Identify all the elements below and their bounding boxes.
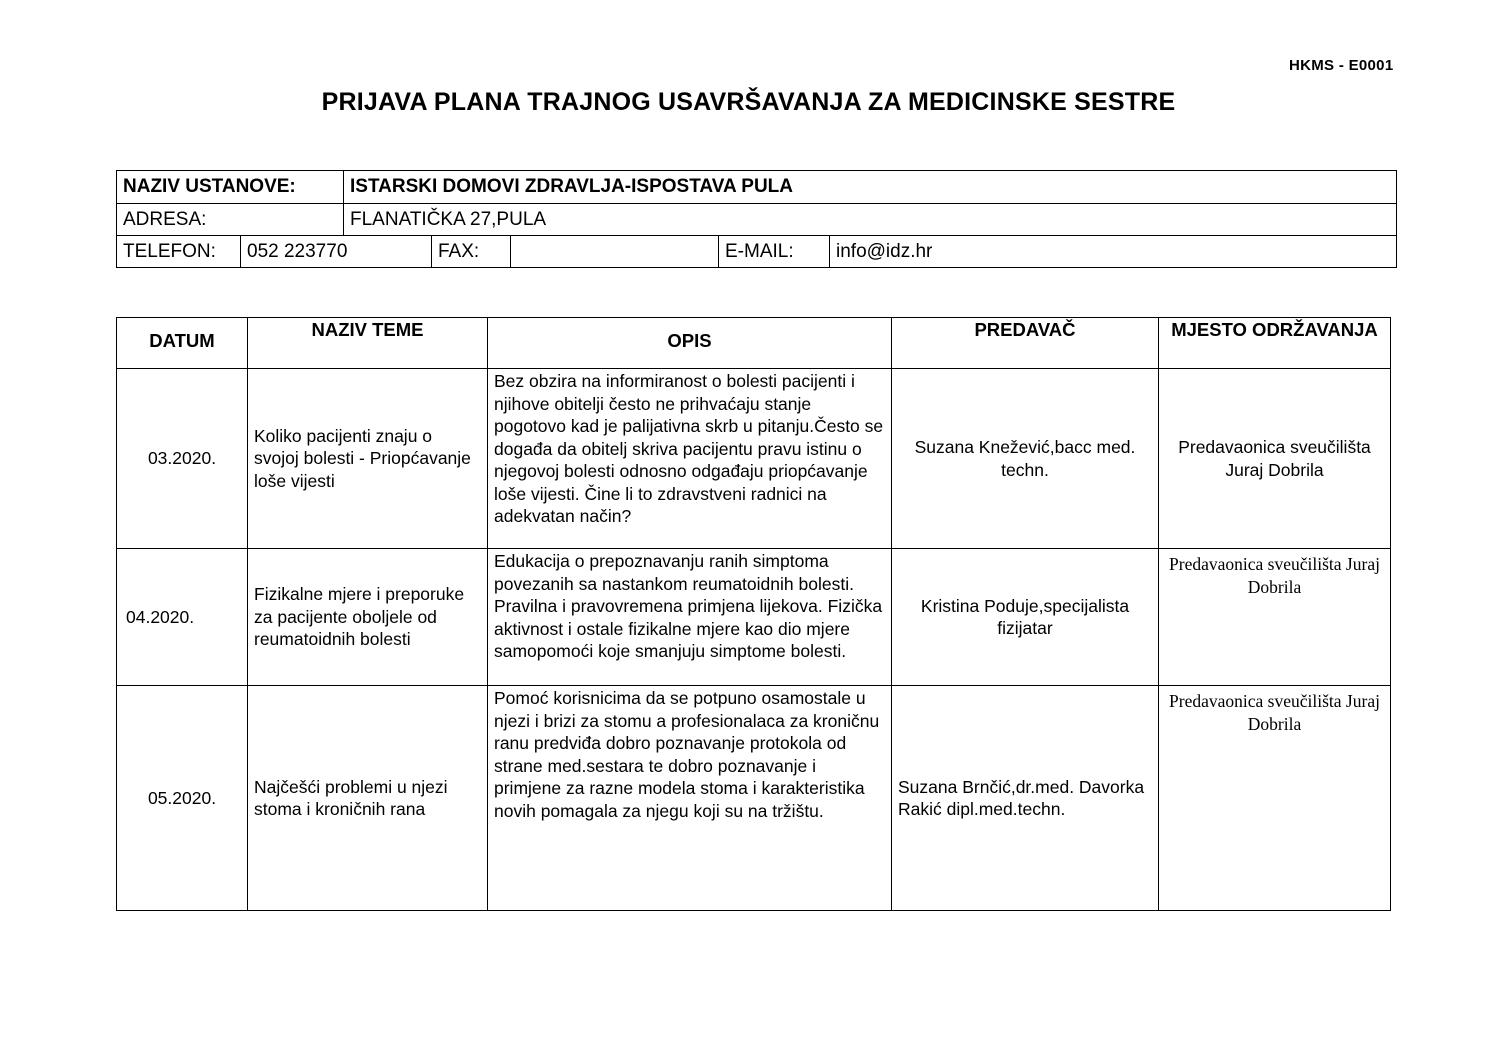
email-label: E-MAIL:: [718, 236, 829, 267]
table-header-row: [117, 318, 1391, 369]
institution-name-label: NAZIV USTANOVE:: [123, 176, 296, 197]
row-lecturer: Suzana Knežević,bacc med. techn.: [892, 369, 1159, 549]
row-venue: Predavaonica sveučilišta Juraj Dobrila: [1159, 686, 1391, 911]
table-row: [117, 369, 1391, 549]
institution-contact-row: [117, 235, 1396, 267]
phone-value: 052 223770: [240, 236, 431, 267]
row-date: 05.2020.: [117, 686, 248, 911]
institution-name-value: ISTARSKI DOMOVI ZDRAVLJA-ISPOSTAVA PULA: [343, 171, 1396, 203]
row-venue: Predavaonica sveučilišta Juraj Dobrila: [1159, 369, 1391, 549]
row-venue: Predavaonica sveučilišta Juraj Dobrila: [1159, 549, 1391, 686]
document-code: HKMS - E0001: [1289, 57, 1394, 74]
institution-table: [116, 170, 1397, 268]
row-description: Bez obzira na informiranost o bolesti pacijenti i njihove obitelji često ne prihvaćaju stanje pogotovo kad je palijativna skrb u pitanju.Često se događa da obitelj skriva pacijentu pravu istinu o njegovoj bolesti odnosno odgađaju priopćavanje loše vijesti. Čine li to zdravstveni radnici na adekvatan način?: [488, 369, 892, 549]
row-topic: Fizikalne mjere i preporuke za pacijente oboljele od reumatoidnih bolesti: [248, 549, 488, 686]
address-value: FLANATIČKA 27,PULA: [343, 204, 1396, 235]
column-header-description: OPIS: [488, 318, 892, 369]
email-value: info@idz.hr: [829, 236, 1396, 267]
phone-label: TELEFON:: [123, 240, 216, 262]
row-description: Pomoć korisnicima da se potpuno osamostale u njezi i brizi za stomu a profesionalaca za kroničnu ranu predviđa dobro poznavanje protokola od strane med.sestara te dobro poznavanje i primjene za razne modela stoma i karakteristika novih pomagala za njegu koji su na tržištu.: [488, 686, 892, 911]
address-label: ADRESA:: [123, 208, 207, 230]
row-description: Edukacija o prepoznavanju ranih simptoma povezanih sa nastankom reumatoidnih bolesti. Pravilna i pravovremena primjena lijekova. Fizička aktivnost i ostale fizikalne mjere kao dio mjere samopomoći koje smanjuju simptome bolesti.: [488, 549, 892, 686]
row-topic: Najčešći problemi u njezi stoma i kroničnih rana: [248, 686, 488, 911]
training-plan-table: [116, 317, 1391, 911]
column-header-topic: NAZIV TEME: [248, 318, 488, 369]
row-lecturer: Suzana Brnčić,dr.med. Davorka Rakić dipl.med.techn.: [892, 686, 1159, 911]
fax-value: [510, 236, 718, 267]
row-lecturer: Kristina Poduje,specijalista fizijatar: [892, 549, 1159, 686]
institution-name-row: [117, 171, 1396, 203]
table-row: [117, 686, 1391, 911]
column-header-venue: MJESTO ODRŽAVANJA: [1159, 318, 1391, 369]
column-header-lecturer: PREDAVAČ: [892, 318, 1159, 369]
column-header-date: DATUM: [117, 318, 248, 369]
fax-label: FAX:: [431, 236, 510, 267]
row-topic: Koliko pacijenti znaju o svojoj bolesti - Priopćavanje loše vijesti: [248, 369, 488, 549]
document-title: PRIJAVA PLANA TRAJNOG USAVRŠAVANJA ZA MEDICINSKE SESTRE: [321, 88, 1176, 116]
row-date: 03.2020.: [117, 369, 248, 549]
institution-address-row: [117, 203, 1396, 235]
table-row: [117, 549, 1391, 686]
row-date: 04.2020.: [117, 549, 248, 686]
